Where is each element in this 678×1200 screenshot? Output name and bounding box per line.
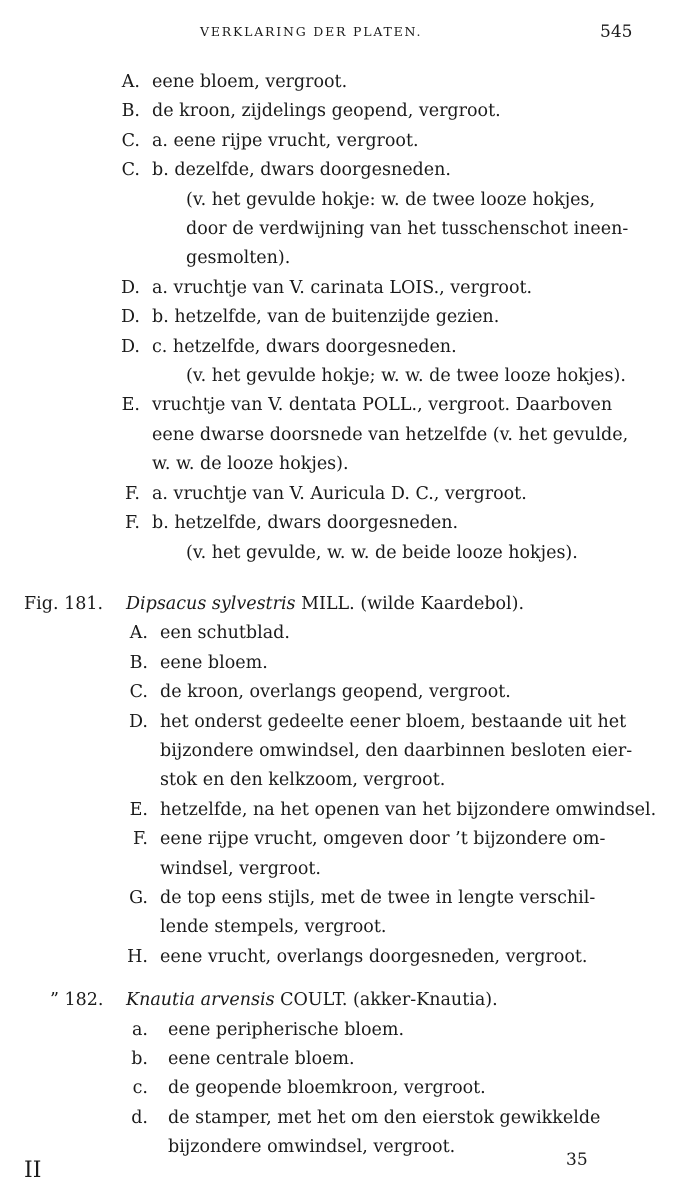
entry-label: C. xyxy=(121,160,140,181)
common-name: (wilde Kaardebol). xyxy=(360,593,525,614)
entry-text-line: vruchtje van V. dentata POLL., vergroot. Daarboven xyxy=(152,395,613,416)
entry-text-line: eene bloem. xyxy=(160,652,268,673)
entry-label: A. xyxy=(121,72,140,92)
figure-number: ” 182. xyxy=(50,990,104,1011)
entry xyxy=(0,1074,678,1103)
entry-text-line: w. w. de looze hokjes). xyxy=(152,454,349,475)
entry-label: F. xyxy=(125,513,140,534)
entry-label: C. xyxy=(121,130,140,151)
entry xyxy=(0,333,678,362)
entry xyxy=(0,678,678,707)
entry-text-line: een schutblad. xyxy=(160,623,290,644)
entry-label: F. xyxy=(125,483,140,504)
entry-text-line: de stamper, met het om den eierstok gewikkelde xyxy=(168,1107,601,1128)
entry-label: D. xyxy=(121,277,140,298)
entry-text-line: (v. het gevulde hokje; w. w. de twee looze hokjes). xyxy=(186,366,626,387)
entry-text-line: windsel, vergroot. xyxy=(160,858,321,879)
entry-text-line: a. vruchtje van V. carinata LOIS., vergroot. xyxy=(152,277,533,298)
entry-text-line: eene dwarse doorsnede van hetzelfde (v. het gevulde, xyxy=(152,424,629,445)
author-abbreviation: COULT. xyxy=(280,990,348,1011)
entry xyxy=(0,127,678,156)
continued-figure-block xyxy=(0,68,678,568)
entry-text-line: eene vrucht, overlangs doorgesneden, vergroot. xyxy=(160,946,588,967)
entry-text-line: b. dezelfde, dwars doorgesneden. xyxy=(152,160,451,181)
entry xyxy=(0,186,678,274)
entry-text-line: de kroon, overlangs geopend, vergroot. xyxy=(160,682,511,703)
entry xyxy=(0,796,678,825)
entry-label: E. xyxy=(121,395,140,416)
running-header xyxy=(0,22,678,46)
entry xyxy=(0,156,678,185)
entry-text-line: b. hetzelfde, van de buitenzijde gezien. xyxy=(152,307,500,328)
entry-label: B. xyxy=(121,101,140,122)
entry xyxy=(0,362,678,391)
entry-text-line: bijzondere omwindsel, vergroot. xyxy=(168,1137,456,1158)
entry xyxy=(0,509,678,538)
entry xyxy=(0,68,678,97)
species-name: Knautia arvensis xyxy=(126,990,275,1011)
entry xyxy=(0,539,678,568)
entry-label: a. xyxy=(132,1019,148,1040)
entry xyxy=(0,303,678,332)
entry-text-line: de kroon, zijdelings geopend, vergroot. xyxy=(152,101,501,122)
entry xyxy=(0,97,678,126)
entry-text-line: eene peripherische bloem. xyxy=(168,1019,405,1040)
entry-text-line: lende stempels, vergroot. xyxy=(160,917,387,938)
page-number: 545 xyxy=(600,22,633,42)
signature-mark: II xyxy=(24,1158,42,1183)
entry-label: D. xyxy=(129,711,148,732)
entry-text-line: hetzelfde, na het openen van het bijzondere omwindsel. xyxy=(160,799,657,820)
entry-text-line: eene bloem, vergroot. xyxy=(152,72,348,92)
entry-label: H. xyxy=(127,946,148,967)
entry-text-line: door de verdwijning van het tusschenschot ineen- xyxy=(186,219,629,240)
species-name: Dipsacus sylvestris xyxy=(126,593,296,614)
figure-heading xyxy=(0,590,678,619)
entry xyxy=(0,943,678,972)
header-title: VERKLARING DER PLATEN. xyxy=(200,24,423,39)
entry xyxy=(0,1016,678,1045)
entry xyxy=(0,649,678,678)
entry-label: d. xyxy=(131,1107,148,1128)
entry xyxy=(0,1045,678,1074)
entry xyxy=(0,274,678,303)
plate-explanations xyxy=(0,68,678,1163)
entry-text-line: gesmolten). xyxy=(186,248,291,269)
entry-text-line: eene rijpe vrucht, omgeven door ’t bijzondere om- xyxy=(160,829,606,850)
entry-label: G. xyxy=(129,887,148,908)
entry-label: B. xyxy=(129,652,148,673)
entry-text-line: het onderst gedeelte eener bloem, bestaande uit het xyxy=(160,711,627,732)
entry xyxy=(0,391,678,479)
figure-182-block xyxy=(0,986,678,1162)
entry-label: E. xyxy=(129,799,148,820)
author-abbreviation: MILL. xyxy=(301,593,355,614)
entry-text-line: a. eene rijpe vrucht, vergroot. xyxy=(152,130,419,151)
entry xyxy=(0,619,678,648)
entry-text-line: eene centrale bloem. xyxy=(168,1048,355,1069)
entry-text-line: c. hetzelfde, dwars doorgesneden. xyxy=(152,336,457,357)
entry-label: F. xyxy=(133,829,148,850)
entry-text-line: stok en den kelkzoom, vergroot. xyxy=(160,770,446,791)
sheet-number: 35 xyxy=(566,1150,588,1170)
entry-text-line: a. vruchtje van V. Auricula D. C., vergroot. xyxy=(152,483,527,504)
entry-label: b. xyxy=(131,1048,148,1069)
figure-heading xyxy=(0,986,678,1015)
common-name: (akker-Knautia). xyxy=(353,990,498,1011)
entry-label: c. xyxy=(132,1078,148,1099)
entry-text-line: de geopende bloemkroon, vergroot. xyxy=(168,1078,486,1099)
entry xyxy=(0,708,678,796)
entry-text-line: bijzondere omwindsel, den daarbinnen besloten eier- xyxy=(160,740,633,761)
figure-number: Fig. 181. xyxy=(24,593,104,614)
entry-text-line: (v. het gevulde, w. w. de beide looze hokjes). xyxy=(186,542,578,563)
entry xyxy=(0,480,678,509)
entry-text-line: de top eens stijls, met de twee in lengte verschil- xyxy=(160,887,596,908)
entry-text-line: b. hetzelfde, dwars doorgesneden. xyxy=(152,513,459,534)
entry-label: D. xyxy=(121,336,140,357)
entry-label: D. xyxy=(121,307,140,328)
entry-label: A. xyxy=(129,623,148,644)
figure-181-block xyxy=(0,590,678,972)
entry-text-line: (v. het gevulde hokje: w. de twee looze hokjes, xyxy=(186,189,596,210)
entry xyxy=(0,884,678,943)
entry xyxy=(0,825,678,884)
entry-label: C. xyxy=(129,682,148,703)
